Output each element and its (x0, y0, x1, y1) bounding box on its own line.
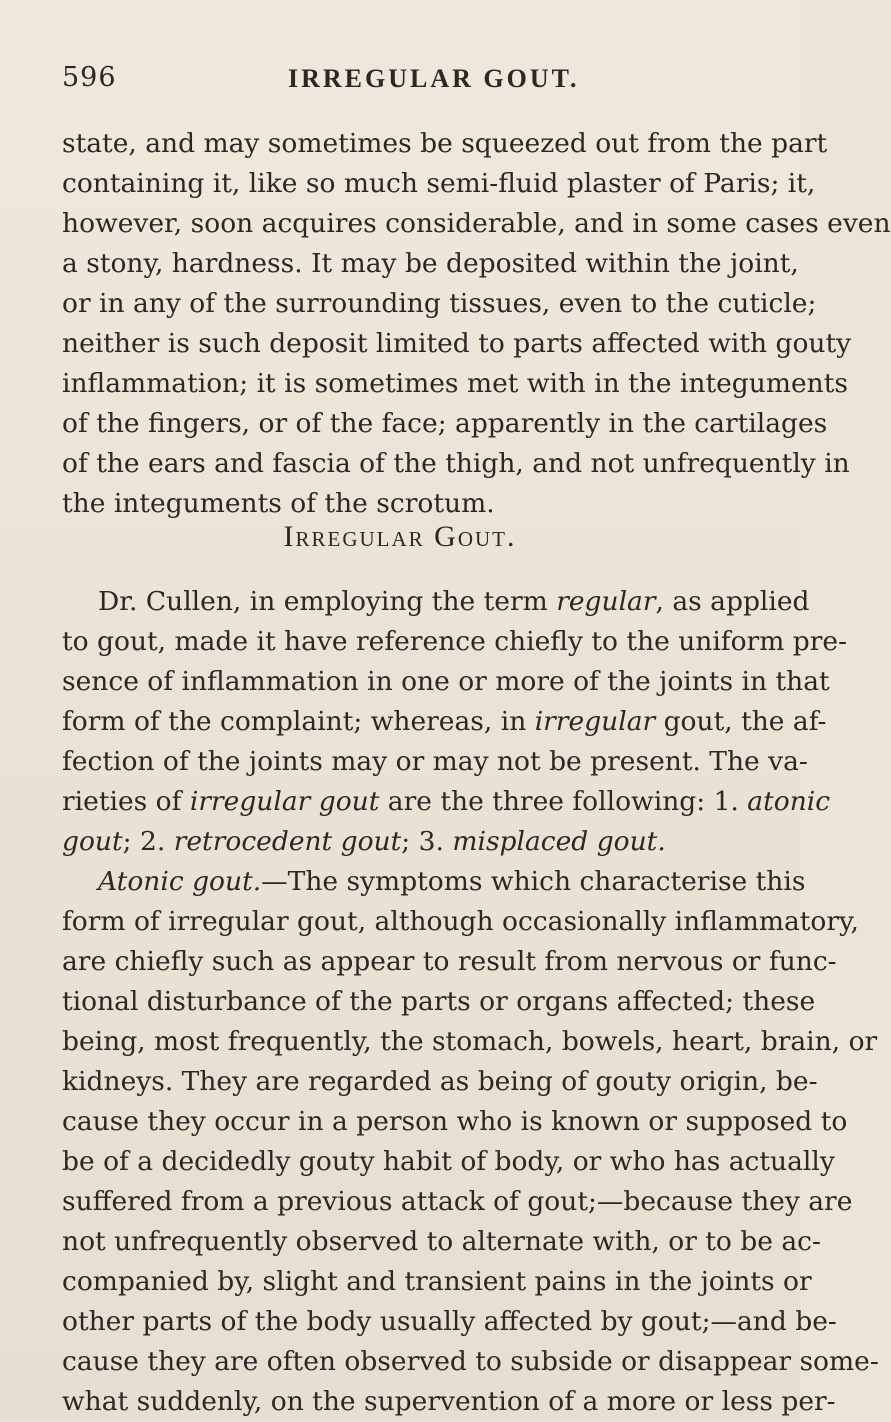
text-line: cause they occur in a person who is known or supposed to (62, 1106, 848, 1137)
text-line: suffered from a previous attack of gout;—because they are (62, 1186, 853, 1217)
text-line: however, soon acquires considerable, and in some cases even (62, 208, 891, 239)
text-line: Atonic gout.—The symptoms which characterise this (98, 866, 806, 897)
text-line: other parts of the body usually affected by gout;—and be- (62, 1306, 837, 1337)
section-heading: Irregular Gout. (283, 520, 517, 553)
text-line: neither is such deposit limited to parts affected with gouty (62, 328, 852, 359)
running-head: IRREGULAR GOUT. (288, 64, 580, 93)
text-line: sence of inflammation in one or more of the joints in that (62, 666, 830, 697)
page-header (62, 62, 752, 102)
text-line: state, and may sometimes be squeezed out from the part (62, 128, 828, 159)
text-line: are chiefly such as appear to result from nervous or func- (62, 946, 837, 977)
text-line: form of irregular gout, although occasionally inflammatory, (62, 906, 859, 937)
text-line: not unfrequently observed to alternate with, or to be ac- (62, 1226, 821, 1257)
text-line: form of the complaint; whereas, in irregular gout, the af- (62, 706, 827, 737)
text-line: cause they are often observed to subside or disappear some- (62, 1346, 879, 1377)
text-line: Dr. Cullen, in employing the term regular, as applied (98, 586, 810, 617)
text-line: to gout, made it have reference chiefly to the uniform pre- (62, 626, 848, 657)
text-line: the integuments of the scrotum. (62, 488, 495, 519)
text-line: fection of the joints may or may not be present. The va- (62, 746, 808, 777)
text-line: gout; 2. retrocedent gout; 3. misplaced gout. (62, 826, 666, 857)
text-line: of the fingers, or of the face; apparently in the cartilages (62, 408, 828, 439)
text-line: inflammation; it is sometimes met with in the integuments (62, 368, 848, 399)
text-line: be of a decidedly gouty habit of body, or who has actually (62, 1146, 835, 1177)
text-line: kidneys. They are regarded as being of gouty origin, be- (62, 1066, 818, 1097)
text-line: rieties of irregular gout are the three following: 1. atonic (62, 786, 831, 817)
text-line: what suddenly, on the supervention of a more or less per- (62, 1386, 836, 1417)
page-number: 596 (62, 62, 117, 93)
text-line: containing it, like so much semi-fluid plaster of Paris; it, (62, 168, 816, 199)
text-line: being, most frequently, the stomach, bowels, heart, brain, or (62, 1026, 878, 1057)
text-line: or in any of the surrounding tissues, even to the cuticle; (62, 288, 817, 319)
text-line: a stony, hardness. It may be deposited within the joint, (62, 248, 799, 279)
text-line: tional disturbance of the parts or organs affected; these (62, 986, 816, 1017)
text-line: companied by, slight and transient pains in the joints or (62, 1266, 812, 1297)
text-line: of the ears and fascia of the thigh, and not unfrequently in (62, 448, 850, 479)
